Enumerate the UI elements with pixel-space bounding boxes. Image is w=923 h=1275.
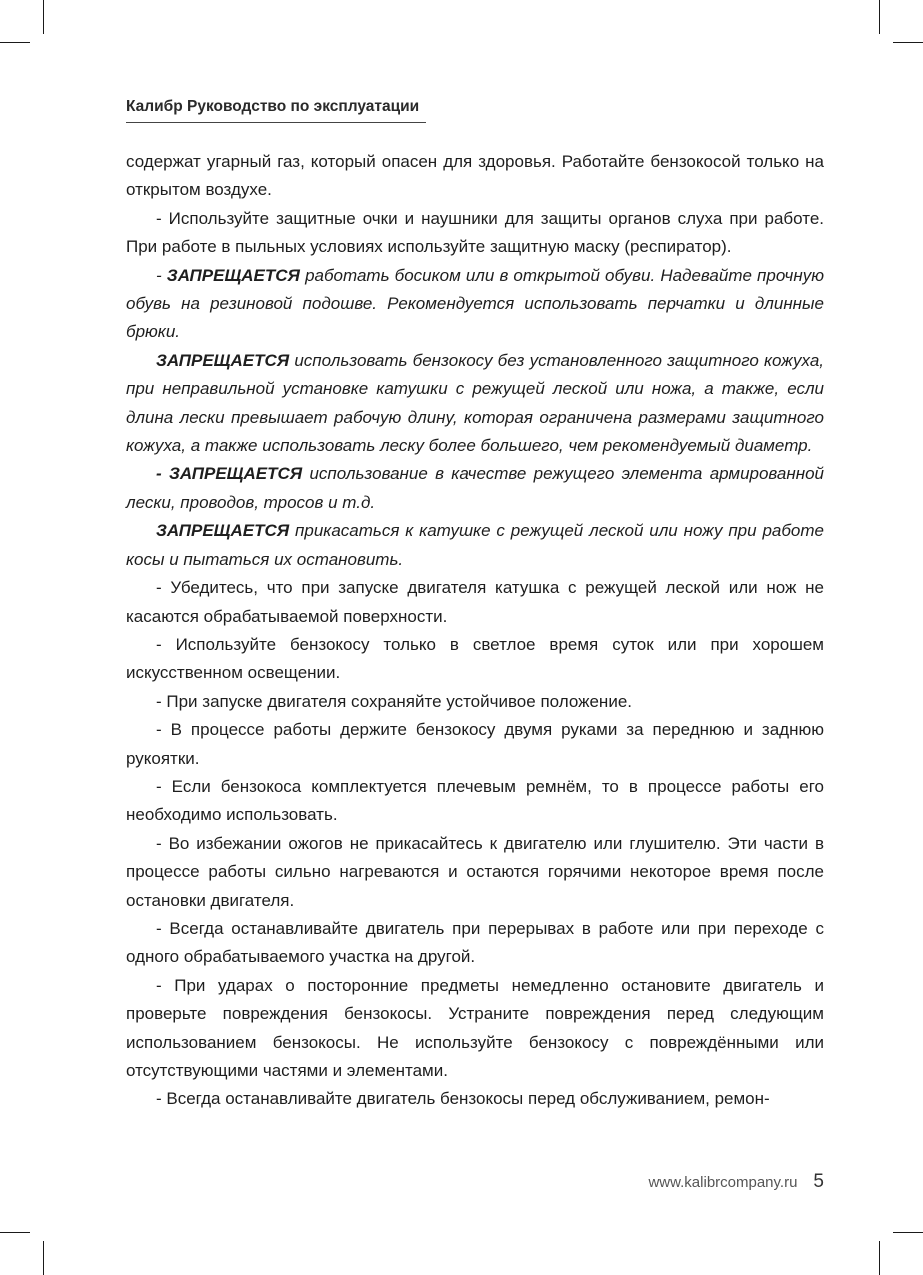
- warning-paragraph: [126, 347, 824, 461]
- warning-paragraph: [126, 460, 824, 517]
- crop-mark: [0, 42, 30, 43]
- paragraph: - Убедитесь, что при запуске двигателя катушка с режущей леской или нож не касаются обрабатываемой поверхности.: [126, 578, 824, 626]
- crop-mark: [43, 0, 44, 34]
- paragraph: - Во избежании ожогов не прикасайтесь к двигателю или глушителю. Эти части в процессе работы сильно нагреваются и остаются горячими некоторое время после остановки двигателя.: [126, 833, 824, 910]
- paragraph: - Всегда останавливайте двигатель при перерывах в работе или при переходе с одного обрабатываемого участка на другой.: [126, 918, 824, 967]
- website-link[interactable]: www.kalibrcompany.ru: [648, 1174, 798, 1191]
- prohibited-label: ЗАПРЕЩАЕТСЯ: [156, 350, 290, 370]
- prohibited-label: - ЗАПРЕЩАЕТСЯ: [156, 464, 303, 484]
- body-text: [126, 148, 824, 1114]
- paragraph: - Если бензокоса комплектуется плечевым ремнём, то в процессе работы его необходимо использовать.: [126, 776, 824, 825]
- warning-text: использовать бензокосу без установленного защитного кожуха, при неправильной установке катушки с режущей леской или ножа, а также, если длина лески превышает рабочую длину, которая ограничена размерами защитного кожуха, а также использовать леску более большего, чем рекомендуемый диаметр.: [126, 350, 824, 456]
- paragraph: - Используйте бензокосу только в светлое время суток или при хорошем искусственном освещении.: [126, 634, 824, 683]
- crop-mark: [43, 1241, 44, 1275]
- paragraph: - Всегда останавливайте двигатель бензокосы перед обслуживанием, ремон-: [156, 1089, 770, 1109]
- paragraph: - При запуске двигателя сохраняйте устойчивое положение.: [156, 691, 632, 711]
- paragraph: содержат угарный газ, который опасен для здоровья. Работайте бензокосой только на открытом воздухе.: [126, 152, 824, 200]
- page-number: 5: [813, 1171, 824, 1192]
- prohibited-label: ЗАПРЕЩАЕТСЯ: [166, 265, 300, 285]
- crop-mark: [879, 0, 880, 34]
- prohibited-label: ЗАПРЕЩАЕТСЯ: [156, 521, 290, 541]
- running-header: Калибр Руководство по эксплуатации: [126, 98, 426, 123]
- dash: -: [156, 265, 167, 285]
- warning-text: работать босиком или в открытой обуви. Надевайте прочную обувь на резиновой подошве. Рекомендуется использовать перчатки и длинные брюки.: [126, 265, 824, 342]
- crop-mark: [893, 42, 923, 43]
- crop-mark: [879, 1241, 880, 1275]
- crop-mark: [893, 1232, 923, 1233]
- crop-mark: [0, 1232, 30, 1233]
- warning-paragraph: [126, 262, 824, 347]
- paragraph: - Используйте защитные очки и наушники для защиты органов слуха при работе. При работе в пыльных условиях используйте защитную маску (респиратор).: [126, 208, 824, 257]
- page-footer: [648, 1171, 824, 1193]
- warning-text: использование в качестве режущего элемента армированной лески, проводов, тросов и т.д.: [126, 464, 825, 512]
- paragraph: - При ударах о посторонние предметы немедленно остановите двигатель и проверьте повреждения бензокосы. Устраните повреждения перед следующим использованием бензокосы. Не используйте бензокосу с повреждёнными или отсутствующими частями и элементами.: [126, 975, 824, 1080]
- paragraph: - В процессе работы держите бензокосу двумя руками за переднюю и заднюю рукоятки.: [126, 720, 824, 768]
- warning-paragraph: [126, 517, 824, 574]
- warning-text: прикасаться к катушке с режущей леской или ножу при работе косы и пытаться их остановить.: [126, 521, 824, 569]
